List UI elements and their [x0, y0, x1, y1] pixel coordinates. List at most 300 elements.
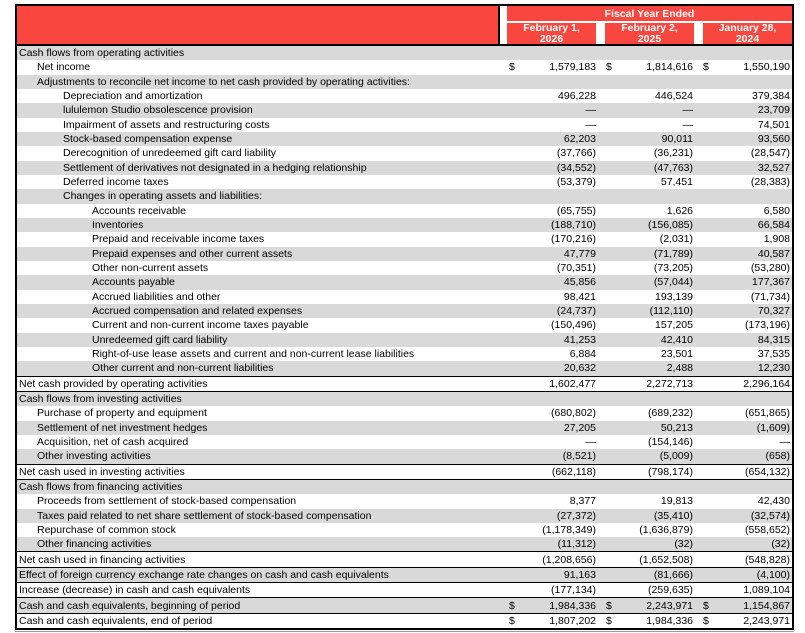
cell-value: —: [585, 436, 596, 449]
cell-value: (654,132): [745, 465, 790, 478]
cell-value: 93,560: [757, 133, 790, 146]
value-cell-fy2025: [598, 524, 695, 536]
table-row: [17, 479, 792, 494]
row-label: Changes in operating assets and liabilities:: [63, 190, 263, 203]
column-header-fy2024: [703, 23, 792, 44]
cell-value: 1,089,104: [743, 584, 790, 597]
table-row: [17, 464, 792, 479]
value-cell-fy2025: [598, 615, 695, 627]
value-cell-fy2024: [695, 176, 792, 188]
cell-value: 1,908: [763, 233, 790, 246]
table-row: [17, 613, 792, 628]
table-row: [17, 247, 792, 261]
cell-value: (65,755): [556, 204, 596, 217]
table-row: [17, 567, 792, 582]
row-label: Prepaid and receivable income taxes: [92, 233, 265, 246]
table-row: [17, 347, 792, 361]
value-cell-fy2024: [695, 90, 792, 102]
table-row: [17, 421, 792, 435]
cell-value: 41,253: [563, 333, 596, 346]
cell-value: 496,228: [558, 90, 596, 103]
value-cell-fy2025: [598, 319, 695, 331]
row-label: Other financing activities: [37, 538, 152, 551]
value-cell-fy2026: [501, 407, 598, 419]
cell-value: 42,430: [757, 495, 790, 508]
cell-value: (177,134): [551, 584, 596, 597]
value-cell-fy2025: [598, 291, 695, 303]
row-label: Proceeds from settlement of stock-based compensation: [37, 495, 297, 508]
cell-value: (2,031): [659, 233, 693, 246]
value-cell-fy2025: [598, 495, 695, 507]
cell-value: 12,230: [757, 362, 790, 375]
cell-value: (112,110): [649, 305, 693, 318]
cell-value: (658): [765, 450, 790, 463]
cell-value: (32): [771, 538, 790, 551]
cell-value: (81,666): [653, 568, 693, 581]
cell-value: (47,763): [653, 161, 693, 174]
cell-value: (662,118): [551, 465, 596, 478]
cell-value: (5,009): [659, 450, 693, 463]
cell-value: 40,587: [757, 247, 790, 260]
value-cell-fy2024: [695, 495, 792, 507]
cell-value: (680,802): [551, 407, 596, 420]
value-cell-fy2026: [501, 615, 598, 627]
value-cell-fy2024: [695, 362, 792, 374]
value-cell-fy2024: [695, 305, 792, 317]
fiscal-year-ended-header: Fiscal Year Ended: [507, 6, 792, 21]
cell-value: 1,154,867: [743, 599, 790, 612]
cell-value: 47,779: [563, 247, 596, 260]
header-column-gap: [694, 23, 703, 44]
value-cell-fy2024: [695, 407, 792, 419]
cell-value: 57,451: [660, 176, 693, 189]
value-cell-fy2025: [598, 262, 695, 274]
cell-value: (8,521): [562, 450, 596, 463]
row-label: lululemon Studio obsolescence provision: [63, 104, 253, 117]
cell-value: —: [585, 118, 596, 131]
table-row: [17, 449, 792, 463]
table-row: [17, 60, 792, 74]
table-row: [17, 132, 792, 146]
cell-value: 177,367: [752, 276, 790, 289]
value-cell-fy2024: [695, 319, 792, 331]
dollar-sign: $: [703, 599, 709, 612]
column-header-line: February 1,: [523, 22, 580, 34]
column-header-fy2025: [605, 23, 694, 44]
value-cell-fy2025: [598, 205, 695, 217]
value-cell-fy2025: [598, 334, 695, 346]
cell-value: 45,856: [563, 276, 596, 289]
row-label: Depreciation and amortization: [63, 90, 203, 103]
value-cell-fy2024: [695, 538, 792, 550]
dollar-sign: $: [509, 599, 515, 612]
column-header-fy2026: [507, 23, 596, 44]
cell-value: (156,085): [648, 219, 693, 232]
table-row: [17, 89, 792, 103]
table-row: [17, 275, 792, 289]
value-cell-fy2024: [695, 262, 792, 274]
table-row: [17, 218, 792, 232]
cell-value: 19,813: [660, 495, 693, 508]
row-label: Effect of foreign currency exchange rate changes on cash and cash equivalents: [19, 568, 389, 581]
row-label: Net cash used in financing activities: [19, 553, 186, 566]
cell-value: (1,636,879): [639, 523, 693, 536]
value-cell-fy2025: [598, 305, 695, 317]
value-cell-fy2025: [598, 407, 695, 419]
table-row: [17, 494, 792, 508]
row-label: Accrued liabilities and other: [92, 290, 221, 303]
cell-value: —: [585, 104, 596, 117]
value-cell-fy2024: [695, 466, 792, 478]
value-cell-fy2025: [598, 147, 695, 159]
value-cell-fy2026: [501, 524, 598, 536]
value-cell-fy2025: [598, 378, 695, 390]
cell-value: (53,379): [556, 176, 596, 189]
row-label: Derecognition of unredeemed gift card liability: [63, 147, 277, 160]
dollar-sign: $: [509, 614, 515, 627]
value-cell-fy2026: [501, 219, 598, 231]
row-label: Stock-based compensation expense: [63, 133, 233, 146]
table-row: [17, 75, 792, 89]
value-cell-fy2026: [501, 205, 598, 217]
value-cell-fy2025: [598, 248, 695, 260]
cell-value: (150,496): [551, 319, 596, 332]
value-cell-fy2024: [695, 450, 792, 462]
row-label: Purchase of property and equipment: [37, 407, 207, 420]
cell-value: 42,410: [660, 333, 693, 346]
cell-value: (28,547): [750, 147, 790, 160]
bottom-double-rule: [15, 631, 794, 632]
cell-value: 6,884: [569, 348, 596, 361]
cell-value: (558,652): [745, 523, 790, 536]
cell-value: 70,327: [757, 305, 790, 318]
row-label: Cash flows from investing activities: [19, 393, 182, 406]
cell-value: (188,710): [551, 219, 596, 232]
value-cell-fy2026: [501, 584, 598, 596]
header-label-block: [17, 6, 498, 44]
dollar-sign: $: [703, 61, 709, 74]
cell-value: (27,372): [556, 509, 596, 522]
value-cell-fy2026: [501, 262, 598, 274]
value-cell-fy2024: [695, 600, 792, 612]
row-label: Net cash used in investing activities: [19, 465, 185, 478]
value-cell-fy2025: [598, 584, 695, 596]
value-cell-fy2024: [695, 133, 792, 145]
cell-value: 74,501: [757, 118, 790, 131]
row-label: Adjustments to reconcile net income to net cash provided by operating activities:: [37, 75, 410, 88]
row-label: Repurchase of common stock: [37, 523, 176, 536]
value-cell-fy2024: [695, 584, 792, 596]
value-cell-fy2025: [598, 510, 695, 522]
value-cell-fy2025: [598, 436, 695, 448]
table-row: [17, 161, 792, 175]
value-cell-fy2026: [501, 466, 598, 478]
row-label: Increase (decrease) in cash and cash equivalents: [19, 584, 251, 597]
value-cell-fy2025: [598, 569, 695, 581]
value-cell-fy2025: [598, 600, 695, 612]
row-label: Impairment of assets and restructuring costs: [63, 118, 270, 131]
cell-value: 1,814,616: [646, 61, 693, 74]
column-header-line: February 2,: [621, 22, 678, 34]
value-cell-fy2025: [598, 61, 695, 73]
row-label: Net cash provided by operating activities: [19, 377, 208, 390]
cell-value: (28,383): [750, 176, 790, 189]
cell-value: 2,272,713: [646, 377, 693, 390]
value-cell-fy2026: [501, 162, 598, 174]
cell-value: (73,205): [653, 262, 693, 275]
value-cell-fy2026: [501, 90, 598, 102]
cell-value: (170,216): [551, 233, 596, 246]
cell-value: 27,205: [563, 421, 596, 434]
value-cell-fy2024: [695, 615, 792, 627]
cell-value: (71,734): [750, 290, 790, 303]
value-cell-fy2026: [501, 600, 598, 612]
column-header-line: 2026: [539, 32, 564, 45]
cell-value: (36,231): [653, 147, 693, 160]
value-cell-fy2026: [501, 61, 598, 73]
cell-value: 66,584: [757, 219, 790, 232]
column-header-line: 2024: [735, 32, 760, 45]
table-row: [17, 318, 792, 332]
value-cell-fy2026: [501, 319, 598, 331]
cell-value: (70,351): [556, 262, 596, 275]
cell-value: 2,243,971: [646, 599, 693, 612]
value-cell-fy2025: [598, 233, 695, 245]
cell-value: 91,163: [563, 568, 596, 581]
value-cell-fy2026: [501, 554, 598, 566]
value-cell-fy2026: [501, 248, 598, 260]
cell-value: (34,552): [556, 161, 596, 174]
row-label: Taxes paid related to net share settlement of stock-based compensation: [37, 509, 372, 522]
cell-value: 2,488: [666, 362, 693, 375]
cell-value: (11,312): [557, 538, 596, 551]
cell-value: (689,232): [648, 407, 693, 420]
row-label: Accounts payable: [92, 276, 175, 289]
cell-value: 446,524: [655, 90, 693, 103]
cell-value: (651,865): [745, 407, 790, 420]
row-label: Accrued compensation and related expenses: [92, 305, 303, 318]
cell-value: 20,632: [563, 362, 596, 375]
table-row: [17, 537, 792, 551]
value-cell-fy2024: [695, 162, 792, 174]
value-cell-fy2025: [598, 162, 695, 174]
cell-value: 32,527: [757, 161, 790, 174]
column-header-line: January 28,: [718, 22, 777, 34]
table-row: [17, 103, 792, 117]
cell-value: (259,635): [648, 584, 693, 597]
cash-flow-statement-table: [15, 4, 794, 630]
table-row: [17, 290, 792, 304]
table-body: [17, 46, 792, 628]
value-cell-fy2025: [598, 554, 695, 566]
table-row: [17, 406, 792, 420]
value-cell-fy2024: [695, 104, 792, 116]
value-cell-fy2026: [501, 436, 598, 448]
value-cell-fy2026: [501, 569, 598, 581]
header-columns-row: [507, 23, 792, 44]
cell-value: 2,243,971: [743, 614, 790, 627]
cell-value: (32): [674, 538, 693, 551]
cell-value: (1,208,656): [542, 553, 596, 566]
value-cell-fy2025: [598, 119, 695, 131]
row-label: Acquisition, net of cash acquired: [37, 436, 189, 449]
table-row: [17, 597, 792, 612]
cell-value: 1,550,190: [743, 61, 790, 74]
cell-value: 98,421: [563, 290, 596, 303]
value-cell-fy2024: [695, 524, 792, 536]
table-row: [17, 175, 792, 189]
value-cell-fy2024: [695, 276, 792, 288]
cell-value: —: [779, 436, 790, 449]
value-cell-fy2024: [695, 147, 792, 159]
value-cell-fy2024: [695, 219, 792, 231]
table-row: [17, 435, 792, 449]
table-row: [17, 333, 792, 347]
cell-value: —: [682, 118, 693, 131]
table-row: [17, 46, 792, 60]
dollar-sign: $: [606, 614, 612, 627]
cell-value: 62,203: [563, 133, 596, 146]
value-cell-fy2024: [695, 378, 792, 390]
row-label: Cash and cash equivalents, end of period: [19, 614, 213, 627]
cell-value: 84,315: [757, 333, 790, 346]
row-label: Other current and non-current liabilities: [92, 362, 274, 375]
table-row: [17, 582, 792, 597]
column-header-line: 2025: [637, 32, 662, 45]
cell-value: (32,574): [750, 509, 790, 522]
value-cell-fy2024: [695, 569, 792, 581]
value-cell-fy2024: [695, 554, 792, 566]
row-label: Accounts receivable: [92, 204, 186, 217]
value-cell-fy2025: [598, 348, 695, 360]
cell-value: 1,602,477: [549, 377, 596, 390]
value-cell-fy2025: [598, 104, 695, 116]
value-cell-fy2026: [501, 334, 598, 346]
row-label: Settlement of derivatives not designated in a hedging relationship: [63, 161, 367, 174]
value-cell-fy2026: [501, 538, 598, 550]
dollar-sign: $: [606, 61, 612, 74]
table-header: [17, 6, 792, 46]
value-cell-fy2024: [695, 510, 792, 522]
row-label: Prepaid expenses and other current assets: [92, 247, 293, 260]
value-cell-fy2024: [695, 119, 792, 131]
cell-value: 23,709: [757, 104, 790, 117]
cell-value: 1,579,183: [549, 61, 596, 74]
value-cell-fy2026: [501, 233, 598, 245]
cell-value: (57,044): [653, 276, 693, 289]
value-cell-fy2026: [501, 176, 598, 188]
cell-value: 193,139: [655, 290, 693, 303]
dollar-sign: $: [509, 61, 515, 74]
value-cell-fy2025: [598, 276, 695, 288]
value-cell-fy2025: [598, 538, 695, 550]
cell-value: 1,984,336: [549, 599, 596, 612]
row-label: Inventories: [92, 219, 144, 232]
value-cell-fy2026: [501, 104, 598, 116]
cell-value: (1,609): [756, 421, 790, 434]
value-cell-fy2024: [695, 291, 792, 303]
cell-value: (154,146): [648, 436, 693, 449]
value-cell-fy2025: [598, 176, 695, 188]
cell-value: 2,296,164: [743, 377, 790, 390]
cell-value: 379,384: [752, 90, 790, 103]
header-column-gap: [596, 23, 605, 44]
cell-value: (548,828): [745, 553, 790, 566]
table-row: [17, 391, 792, 406]
dollar-sign: $: [703, 614, 709, 627]
cell-value: (173,196): [745, 319, 790, 332]
cell-value: 8,377: [569, 495, 596, 508]
cell-value: (53,280): [750, 262, 790, 275]
value-cell-fy2026: [501, 276, 598, 288]
row-label: Unredeemed gift card liability: [92, 333, 228, 346]
table-row: [17, 551, 792, 566]
value-cell-fy2025: [598, 219, 695, 231]
value-cell-fy2024: [695, 334, 792, 346]
value-cell-fy2026: [501, 362, 598, 374]
value-cell-fy2024: [695, 422, 792, 434]
cell-value: (1,652,508): [639, 553, 693, 566]
table-row: [17, 189, 792, 203]
value-cell-fy2026: [501, 378, 598, 390]
row-label: Other non-current assets: [92, 262, 209, 275]
value-cell-fy2026: [501, 133, 598, 145]
value-cell-fy2025: [598, 362, 695, 374]
dollar-sign: $: [606, 599, 612, 612]
cell-value: (71,789): [653, 247, 693, 260]
cell-value: (4,100): [756, 568, 790, 581]
value-cell-fy2026: [501, 510, 598, 522]
value-cell-fy2026: [501, 291, 598, 303]
row-label: Net income: [37, 61, 91, 74]
value-cell-fy2026: [501, 119, 598, 131]
cell-value: 1,807,202: [549, 614, 596, 627]
cell-value: 50,213: [660, 421, 693, 434]
row-label: Deferred income taxes: [63, 176, 169, 189]
cell-value: (24,737): [556, 305, 596, 318]
header-year-section: [507, 6, 792, 44]
cell-value: (1,178,349): [542, 523, 596, 536]
cell-value: (37,766): [556, 147, 596, 160]
table-row: [17, 361, 792, 375]
cell-value: 23,501: [660, 348, 693, 361]
value-cell-fy2024: [695, 233, 792, 245]
table-row: [17, 232, 792, 246]
cell-value: 37,535: [757, 348, 790, 361]
cell-value: 157,205: [655, 319, 693, 332]
header-gap: [500, 6, 507, 44]
table-row: [17, 204, 792, 218]
cell-value: (35,410): [653, 509, 693, 522]
value-cell-fy2026: [501, 495, 598, 507]
value-cell-fy2026: [501, 147, 598, 159]
value-cell-fy2024: [695, 436, 792, 448]
table-row: [17, 376, 792, 391]
value-cell-fy2025: [598, 133, 695, 145]
value-cell-fy2026: [501, 422, 598, 434]
row-label: Cash flows from financing activities: [19, 481, 183, 493]
table-row: [17, 523, 792, 537]
value-cell-fy2026: [501, 450, 598, 462]
value-cell-fy2025: [598, 466, 695, 478]
table-row: [17, 509, 792, 523]
cell-value: (798,174): [648, 465, 693, 478]
value-cell-fy2024: [695, 248, 792, 260]
table-row: [17, 118, 792, 132]
value-cell-fy2025: [598, 450, 695, 462]
table-row: [17, 146, 792, 160]
table-row: [17, 304, 792, 318]
